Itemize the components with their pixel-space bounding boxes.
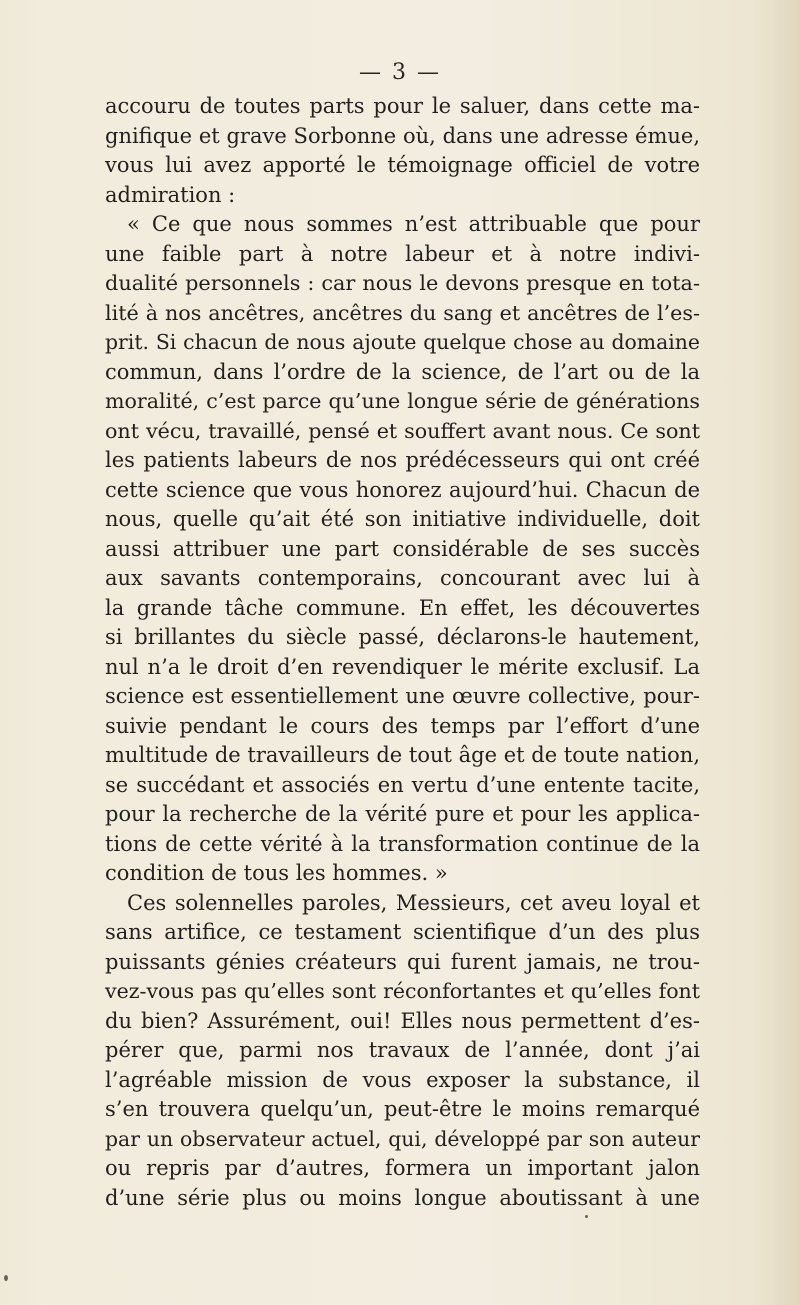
text-line: d’une série plus ou moins longue aboutissant à une [105, 1185, 700, 1210]
text-line: suivie pendant le cours des temps par l’effort d’une [105, 713, 700, 738]
text-line: science est essentiellement une œuvre collective, pour- [105, 684, 700, 708]
text-line: commun, dans l’ordre de la science, de l’art ou de la [105, 359, 700, 384]
text-line: les patients labeurs de nos prédécesseurs qui ont créé [105, 448, 700, 472]
text-line: condition de tous les hommes. » [105, 861, 448, 885]
text-line: si brillantes du siècle passé, déclarons-le hautement, [105, 625, 700, 649]
text-line: ou repris par d’autres, formera un important jalon [105, 1156, 700, 1180]
text-line: pour la recherche de la vérité pure et pour les applica- [105, 802, 700, 826]
text-line: cette science que vous honorez aujourd’hui. Chacun de [105, 477, 700, 502]
text-line: aussi attribuer une part considérable de ses succès [105, 536, 700, 561]
text-line: dualité personnels : car nous le devons presque en tota- [105, 271, 700, 295]
text-line: aux savants contemporains, concourant avec lui à [105, 566, 700, 590]
text-line: s’en trouvera quelqu’un, peut-être le moins remarqué [105, 1097, 700, 1121]
text-line: vez-vous pas qu’elles sont réconfortantes et qu’elles font [105, 979, 700, 1003]
text-line: lité à nos ancêtres, ancêtres du sang et ancêtres de l’es- [105, 300, 700, 325]
text-line: accouru de toutes parts pour le saluer, dans cette ma- [105, 94, 700, 118]
text-line: gnifique et grave Sorbonne où, dans une adresse émue, [105, 123, 700, 148]
text-line: vous lui avez apporté le témoignage officiel de votre [105, 153, 700, 177]
text-line: du bien? Assurément, oui! Elles nous permettent d’es- [105, 1008, 700, 1033]
text-line: tions de cette vérité à la transformation continue de la [105, 831, 700, 856]
text-line: l’agréable mission de vous exposer la substance, il [105, 1067, 700, 1092]
text-line: sans artifice, ce testament scientifique d’un des plus [105, 920, 700, 944]
text-line: nous, quelle qu’ait été son initiative individuelle, doit [105, 507, 700, 531]
text-line: prit. Si chacun de nous ajoute quelque chose au domaine [105, 330, 700, 354]
text-line: nul n’a le droit d’en revendiquer le mérite exclusif. La [105, 654, 700, 679]
text-line: moralité, c’est parce qu’une longue série de générations [105, 389, 700, 413]
page-number: — 3 — [359, 60, 441, 85]
text-line: par un observateur actuel, qui, développé par son auteur [105, 1126, 700, 1151]
text-line: une faible part à notre labeur et à notre indivi- [105, 241, 700, 266]
text-line: la grande tâche commune. En effet, les découvertes [105, 595, 700, 620]
text-line: se succédant et associés en vertu d’une entente tacite, [105, 772, 700, 797]
paper-speck [4, 1275, 8, 1281]
text-line: admiration : [105, 182, 236, 207]
text-line: ont vécu, travaillé, pensé et souffert avant nous. Ce sont [105, 418, 700, 443]
body-text [105, 92, 700, 1213]
paper-speck [585, 1215, 588, 1218]
text-line: Ces solennelles paroles, Messieurs, cet aveu loyal et [127, 890, 700, 915]
text-line: pérer que, parmi nos travaux de l’année, dont j’ai [105, 1038, 700, 1062]
text-line: « Ce que nous sommes n’est attribuable que pour [127, 212, 700, 236]
text-line: puissants génies créateurs qui furent jamais, ne trou- [105, 949, 700, 974]
text-line: multitude de travailleurs de tout âge et de toute nation, [105, 743, 700, 767]
